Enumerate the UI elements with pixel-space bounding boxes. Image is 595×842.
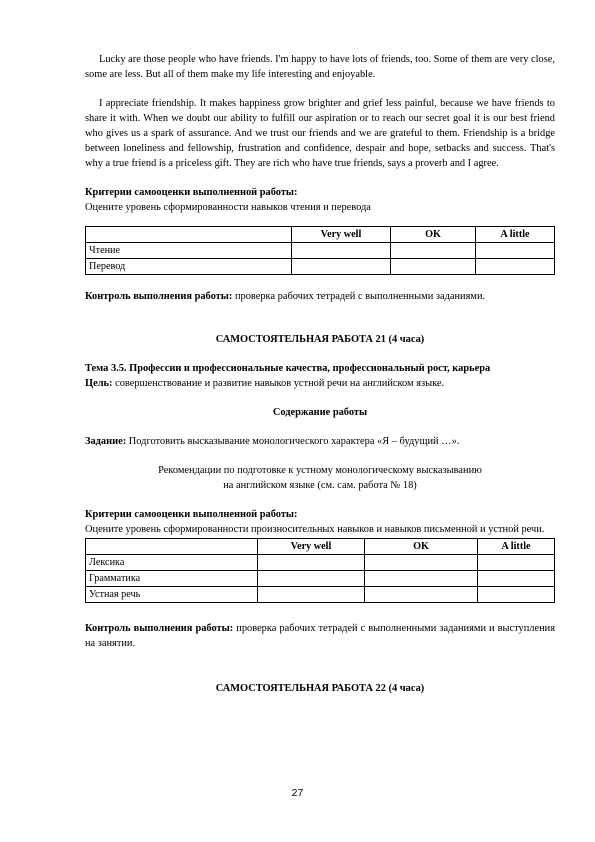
table-row [86,243,555,259]
row-label-speaking: Устная речь [86,587,258,603]
table-cell[interactable] [391,243,476,259]
table-cell[interactable] [478,587,555,603]
control-text-2: Контроль выполнения работы: проверка рабочих тетрадей с выполненными заданиями и выступления на занятии. [85,623,555,649]
table-cell[interactable] [476,243,555,259]
table-cell[interactable] [258,587,365,603]
table-cell[interactable] [478,571,555,587]
content-heading: Содержание работы [272,407,368,418]
table-cell[interactable] [478,555,555,571]
table-row [86,571,555,587]
page-number: 27 [291,787,304,799]
table-header-ok: OK [365,539,478,555]
table-cell[interactable] [365,571,478,587]
table-cell[interactable] [258,555,365,571]
table-header-a-little: A little [478,539,555,555]
row-label-translation: Перевод [86,259,292,275]
section-21-topic: Тема 3.5. Профессии и профессиональные качества, профессиональный рост, карьера [85,363,491,374]
criteria-heading-2: Критерии самооценки выполненной работы: [85,509,298,520]
criteria-text-2: Оцените уровень сформированности произносительных навыков и навыков письменной и устной речи. [85,524,545,535]
table-row [86,555,555,571]
table-cell[interactable] [365,587,478,603]
criteria-text-1: Оцените уровень сформированности навыков чтения и перевода [85,202,371,213]
paragraph-friends-intro: Lucky are those people who have friends. I'm happy to have lots of friends, too. Some of them are very close, some are less. But all of them make my life interesting and enjoyable. [85,54,555,80]
table-cell[interactable] [365,555,478,571]
table-header-very-well: Very well [292,227,391,243]
table-header-a-little: A little [476,227,555,243]
row-label-reading: Чтение [86,243,292,259]
self-assessment-table-2 [85,538,555,603]
table-header-empty [86,227,292,243]
table-header-ok: OK [391,227,476,243]
table-header-very-well: Very well [258,539,365,555]
table-cell[interactable] [258,571,365,587]
table-row [86,587,555,603]
section-21-goal: Цель: совершенствование и развитие навыков устной речи на английском языке. [85,378,445,389]
table-cell[interactable] [292,243,391,259]
section-21-title: САМОСТОЯТЕЛЬНАЯ РАБОТА 21 (4 часа) [215,334,425,345]
table-header-empty [86,539,258,555]
table-row [86,259,555,275]
recommendation-line-2: на английском языке (см. сам. работа № 18) [223,480,417,491]
task-text: Задание: Подготовить высказывание монологического характера «Я – будущий …». [85,436,460,447]
table-header-row [86,539,555,555]
recommendation-line-1: Рекомендации по подготовке к устному монологическому высказыванию [158,465,482,476]
table-cell[interactable] [391,259,476,275]
row-label-grammar: Грамматика [86,571,258,587]
section-22-title: САМОСТОЯТЕЛЬНАЯ РАБОТА 22 (4 часа) [215,683,425,694]
self-assessment-table-1 [85,226,555,275]
table-cell[interactable] [292,259,391,275]
table-header-row [86,227,555,243]
control-text-1: Контроль выполнения работы: проверка рабочих тетрадей с выполненными заданиями. [85,291,486,302]
row-label-vocabulary: Лексика [86,555,258,571]
page-content [85,52,555,696]
paragraph-friendship: I appreciate friendship. It makes happiness grow brighter and grief less painful, because we have friends to share it with. When we doubt our ability to fulfill our aspiration or to reach our secret goal it is our best friend who gives us a spark of assurance. And we trust our friends and we are grateful to them. Friendship is a bridge between loneliness and fellowship, frustration and confidence, despair and hope, setbacks and success. That's why a true friend is a priceless gift. They are rich who have true friends, says a proverb and I agree. [85,98,555,169]
table-cell[interactable] [476,259,555,275]
criteria-heading-1: Критерии самооценки выполненной работы: [85,187,298,198]
